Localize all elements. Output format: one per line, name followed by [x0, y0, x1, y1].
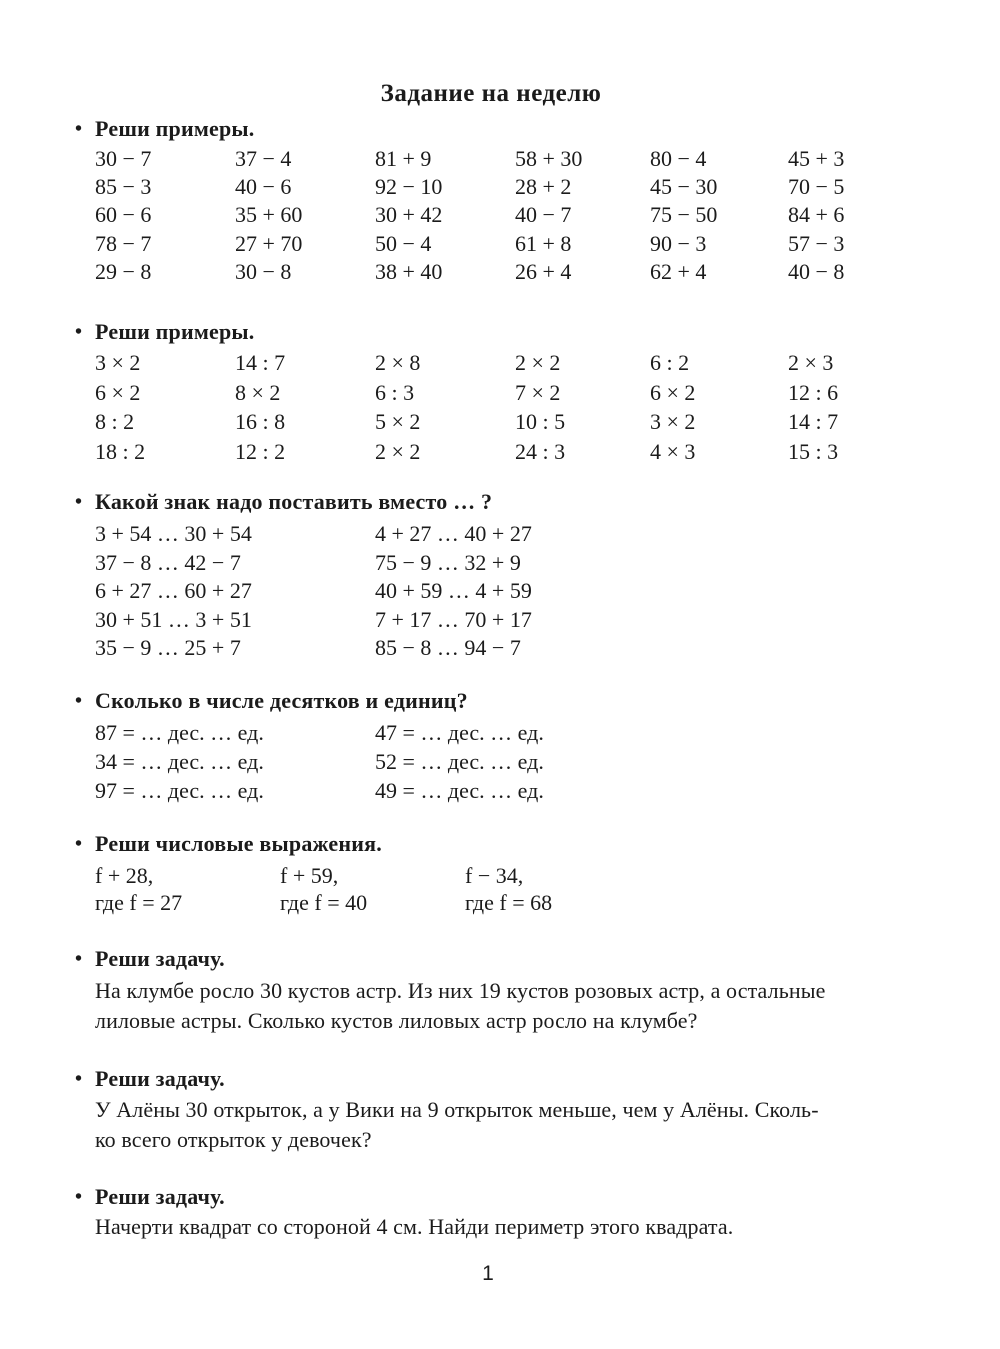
expression: где f = 27: [95, 890, 183, 915]
expression: 3 + 54 … 30 + 54: [95, 521, 252, 546]
expression: 6 : 2: [650, 350, 690, 375]
expression: 2 × 2: [375, 438, 421, 464]
heading-text: Сколько в числе десятков и единиц?: [95, 688, 468, 713]
expression: 2 × 2: [515, 350, 561, 375]
expression: 7 × 2: [515, 379, 561, 405]
section-heading-examples-2: [75, 319, 255, 345]
numeric-expressions-grid: [95, 862, 552, 916]
expression: 3 × 2: [95, 350, 141, 375]
expression: f − 34,: [465, 863, 524, 888]
expression: 85 − 8 … 94 − 7: [375, 635, 521, 660]
expression: 40 − 6: [235, 174, 292, 200]
expression: 70 − 5: [788, 174, 845, 200]
expression: где f = 68: [465, 890, 553, 915]
expression: 47 = … дес. … ед.: [375, 720, 544, 745]
expression: 49 = … дес. … ед.: [375, 778, 544, 803]
section-heading-tens-units: [75, 688, 468, 714]
expression: f + 28,: [95, 863, 154, 888]
expression: 14 : 7: [235, 350, 286, 375]
heading-text: Реши числовые выражения.: [95, 831, 382, 856]
bullet-icon: •: [75, 118, 83, 140]
task-1-text: [95, 976, 825, 1036]
expression: 62 + 4: [650, 258, 707, 284]
expression: 75 − 9 … 32 + 9: [375, 549, 521, 575]
expression: 28 + 2: [515, 174, 572, 200]
expression: 40 − 7: [515, 202, 572, 228]
expression: 75 − 50: [650, 202, 718, 228]
expression: где f = 40: [280, 890, 368, 915]
expression: 16 : 8: [235, 409, 286, 434]
bullet-icon: •: [75, 833, 83, 855]
multiplication-division-grid: [95, 348, 838, 466]
expression: 35 + 60: [235, 202, 303, 228]
task-3-text: [95, 1212, 733, 1242]
expression: 2 × 3: [788, 350, 834, 375]
text-line: Начерти квадрат со стороной 4 см. Найди периметр этого квадрата.: [95, 1214, 734, 1239]
expression: 37 − 4: [235, 146, 292, 171]
expression: 30 − 7: [95, 146, 152, 171]
expression: 92 − 10: [375, 174, 443, 200]
expression: 6 + 27 … 60 + 27: [95, 578, 252, 603]
heading-text: Реши задачу.: [95, 1066, 225, 1091]
text-line: У Алёны 30 открыток, а у Вики на 9 открыток меньше, чем у Алёны. Сколь-: [95, 1097, 819, 1122]
text-line: лиловые астры. Сколько кустов лиловых астр росло на клумбе?: [95, 1008, 698, 1033]
bullet-icon: •: [75, 1068, 83, 1090]
expression: 6 : 3: [375, 379, 415, 405]
expression: 8 × 2: [235, 379, 281, 405]
expression: 4 × 3: [650, 438, 696, 464]
expression: 15 : 3: [788, 438, 839, 464]
expression: 50 − 4: [375, 230, 432, 256]
expression: 80 − 4: [650, 146, 707, 171]
expression: 61 + 8: [515, 230, 572, 256]
heading-text: Реши примеры.: [95, 319, 255, 344]
expression: 45 − 30: [650, 174, 718, 200]
section-heading-task-2: [75, 1066, 225, 1092]
expression: 29 − 8: [95, 258, 152, 284]
expression: 37 − 8 … 42 − 7: [95, 549, 241, 575]
expression: 14 : 7: [788, 409, 839, 434]
expression: 3 × 2: [650, 409, 696, 434]
expression: 78 − 7: [95, 230, 152, 256]
page-title: Задание на неделю: [380, 80, 602, 107]
expression: 8 : 2: [95, 409, 135, 434]
expression: 30 + 51 … 3 + 51: [95, 606, 252, 632]
bullet-icon: •: [75, 690, 83, 712]
section-heading-examples-1: [75, 116, 255, 142]
expression: 57 − 3: [788, 230, 845, 256]
expression: 4 + 27 … 40 + 27: [375, 521, 532, 546]
expression: 30 − 8: [235, 258, 292, 284]
expression: f + 59,: [280, 863, 339, 888]
expression: 24 : 3: [515, 438, 566, 464]
heading-text: Реши примеры.: [95, 116, 255, 141]
expression: 27 + 70: [235, 230, 303, 256]
expression: 81 + 9: [375, 146, 432, 171]
bullet-icon: •: [75, 321, 83, 343]
heading-text: Реши задачу.: [95, 946, 225, 971]
expression: 87 = … дес. … ед.: [95, 720, 264, 745]
bullet-icon: •: [75, 1186, 83, 1208]
expression: 6 × 2: [650, 379, 696, 405]
expression: 10 : 5: [515, 409, 566, 434]
section-heading-signs: [75, 489, 492, 515]
expression: 38 + 40: [375, 258, 443, 284]
expression: 40 + 59 … 4 + 59: [375, 578, 532, 603]
expression: 34 = … дес. … ед.: [95, 749, 264, 774]
expression: 5 × 2: [375, 409, 421, 434]
expression: 60 − 6: [95, 202, 152, 228]
expression: 58 + 30: [515, 146, 583, 171]
expression: 97 = … дес. … ед.: [95, 778, 264, 803]
expression: 52 = … дес. … ед.: [375, 749, 544, 774]
expression: 12 : 6: [788, 379, 839, 405]
page-number: 1: [482, 1262, 494, 1285]
task-2-text: [95, 1095, 819, 1155]
section-heading-expressions: [75, 831, 382, 857]
comparison-grid: [95, 520, 532, 663]
addition-subtraction-grid: [95, 145, 844, 286]
section-heading-task-1: [75, 946, 225, 972]
expression: 2 × 8: [375, 350, 421, 375]
text-line: На клумбе росло 30 кустов астр. Из них 19 кустов розовых астр, а остальные: [95, 978, 826, 1003]
expression: 84 + 6: [788, 202, 845, 228]
expression: 7 + 17 … 70 + 17: [375, 606, 532, 632]
expression: 40 − 8: [788, 258, 845, 284]
tens-units-grid: [95, 718, 544, 805]
expression: 6 × 2: [95, 379, 141, 405]
expression: 35 − 9 … 25 + 7: [95, 635, 241, 660]
bullet-icon: •: [75, 948, 83, 970]
expression: 90 − 3: [650, 230, 707, 256]
expression: 26 + 4: [515, 258, 572, 284]
heading-text: Какой знак надо поставить вместо … ?: [95, 489, 493, 514]
bullet-icon: •: [75, 491, 83, 513]
expression: 18 : 2: [95, 438, 146, 464]
expression: 85 − 3: [95, 174, 152, 200]
heading-text: Реши задачу.: [95, 1184, 225, 1209]
text-line: ко всего открыток у девочек?: [95, 1127, 372, 1152]
expression: 45 + 3: [788, 146, 845, 171]
section-heading-task-3: [75, 1184, 225, 1210]
expression: 30 + 42: [375, 202, 443, 228]
expression: 12 : 2: [235, 438, 286, 464]
